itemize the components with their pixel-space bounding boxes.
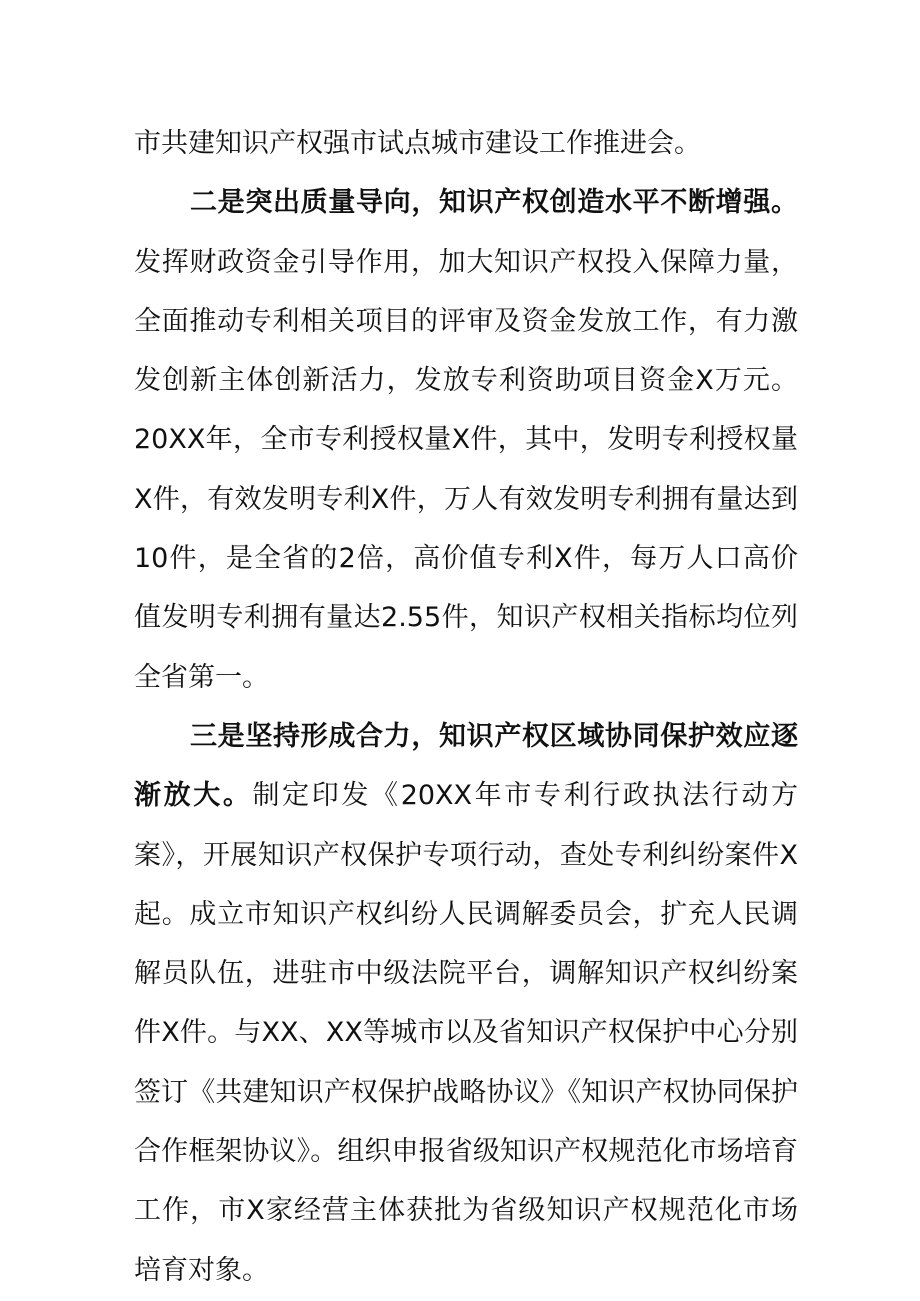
paragraph-regional-protection <box>134 707 798 1300</box>
document-body <box>134 114 798 1300</box>
paragraph-text: 发挥财政资金引导作用，加大知识产权投入保障力量，全面推动专利相关项目的评审及资金发放工作，有力激发创新主体创新活力，发放专利资助项目资金X万元。20XX年，全市专利授权量X件，其中，发明专利授权量X件，有效发明专利X件，万人有效发明专利拥有量达到10件，是全省的2倍，高价值专利X件，每万人口高价值发明专利拥有量达2.55件，知识产权相关指标均位列全省第一。 <box>134 246 798 693</box>
paragraph-text: 制定印发《20XX年市专利行政执法行动方案》，开展知识产权保护专项行动，查处专利纠纷案件X起。成立市知识产权纠纷人民调解委员会，扩充人民调解员队伍，进驻市中级法院平台，调解知识产权纠纷案件X件。与XX、XX等城市以及省知识产权保护中心分别签订《共建知识产权保护战略协议》《知识产权协同保护合作框架协议》。组织申报省级知识产权规范化市场培育工作，市X家经营主体获批为省级知识产权规范化市场培育对象。 <box>134 780 798 1286</box>
paragraph-quality-orientation <box>134 173 798 707</box>
paragraph-heading: 二是突出质量导向，知识产权创造水平不断增强。 <box>190 187 798 219</box>
paragraph-text: 市共建知识产权强市试点城市建设工作推进会。 <box>134 128 701 159</box>
paragraph-continuation <box>134 114 798 173</box>
paragraph-heading: 三是坚持形成合力，知识产权区域协同保护效应逐渐放大。 <box>134 720 798 812</box>
